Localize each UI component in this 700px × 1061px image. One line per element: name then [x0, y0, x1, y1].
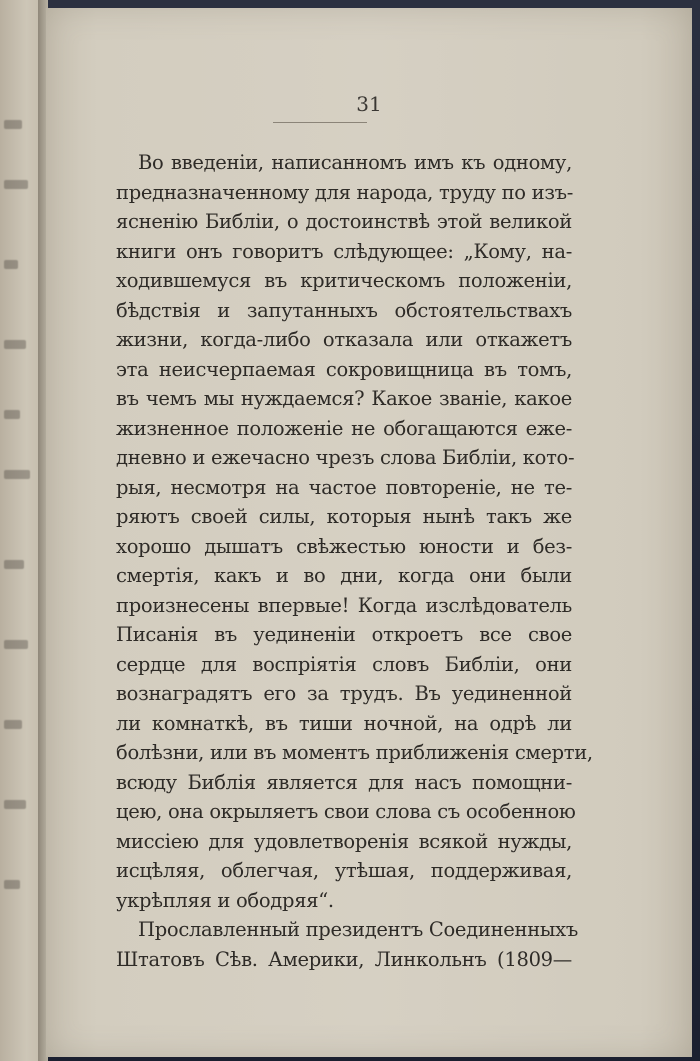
bleed-mark: [4, 120, 22, 129]
bleed-mark: [4, 720, 22, 729]
bleed-mark: [4, 880, 20, 889]
bleed-mark: [4, 800, 26, 809]
text-line: ли комнаткѣ, въ тиши ночной, на одрѣ ли: [116, 711, 572, 735]
text-line: смертія, какъ и во дни, когда они были: [116, 564, 572, 587]
text-line: Прославленный президентъ Соединенныхъ: [138, 918, 578, 941]
book-page: [46, 8, 692, 1057]
bleed-mark: [4, 180, 28, 189]
page-number-rule: [273, 122, 367, 123]
text-line: миссіею для удовлетворенія всякой нужды,: [116, 829, 572, 853]
text-line: болѣзни, или въ моментъ приближенія смерти,: [116, 741, 593, 764]
bleed-mark: [4, 640, 28, 649]
bleed-mark: [4, 340, 26, 349]
text-line: жизни, когда-либо отказала или откажетъ: [116, 328, 572, 351]
text-line: укрѣпляя и ободряя“.: [116, 888, 334, 912]
text-line: произнесены впервые! Когда изслѣдователь: [116, 593, 572, 617]
bleed-mark: [4, 410, 20, 419]
text-line: всюду Библія является для насъ помощни-: [116, 770, 572, 794]
text-line: Штатовъ Сѣв. Америки, Линкольнъ (1809—: [116, 947, 572, 971]
text-line: въ чемъ мы нуждаемся? Какое званіе, какое: [116, 387, 572, 410]
bleed-mark: [4, 260, 18, 269]
text-line: сердце для воспріятія словъ Библіи, они: [116, 652, 572, 676]
text-line: дневно и ежечасно чрезъ слова Библіи, кото-: [116, 446, 575, 469]
text-line: исцѣляя, облегчая, утѣшая, поддерживая,: [116, 859, 572, 882]
text-line: жизненное положеніе не обогащаются еже-: [116, 416, 572, 440]
text-line: рыя, несмотря на частое повтореніе, не те-: [116, 475, 572, 499]
bleed-mark: [4, 470, 30, 479]
page-number: 31: [356, 92, 382, 116]
text-line: ряютъ своей силы, которыя нынѣ такъ же: [116, 505, 572, 528]
text-line: вознаградятъ его за трудъ. Въ уединенной: [116, 682, 572, 705]
text-line: бѣдствія и запутанныхъ обстоятельствахъ: [116, 298, 572, 322]
bleed-mark: [4, 560, 24, 569]
text-line: Во введеніи, написанномъ имъ къ одному,: [138, 151, 572, 174]
text-line: хорошо дышатъ свѣжестью юности и без-: [116, 534, 572, 558]
text-line: книги онъ говоритъ слѣдующее: „Кому, на-: [116, 239, 572, 263]
text-line: предназначенному для народа, труду по изъ-: [116, 180, 574, 204]
body-text: [116, 148, 593, 974]
text-line: цею, она окрыляетъ свои слова съ особенною: [116, 800, 576, 823]
text-line: ясненію Библіи, о достоинствѣ этой великой: [116, 210, 572, 233]
text-line: эта неисчерпаемая сокровищница въ томъ,: [116, 357, 572, 381]
text-line: ходившемуся въ критическомъ положеніи,: [116, 269, 572, 292]
text-line: Писанія въ уединеніи откроетъ все свое: [116, 623, 572, 646]
